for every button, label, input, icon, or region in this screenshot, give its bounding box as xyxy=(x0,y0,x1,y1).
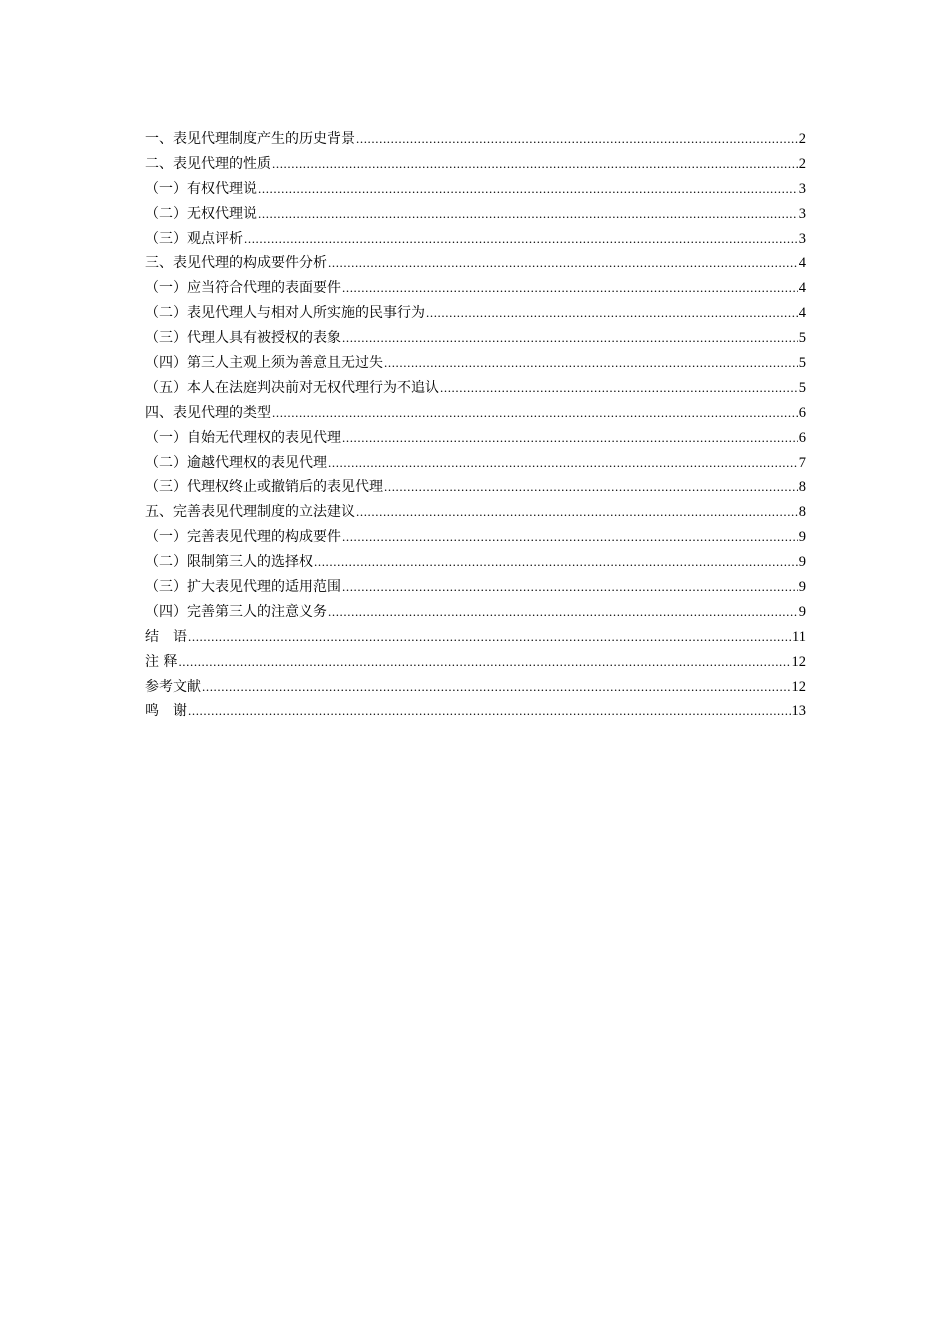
toc-entry[interactable] xyxy=(145,202,806,227)
toc-entry[interactable] xyxy=(145,177,806,202)
toc-dot-leader xyxy=(244,227,798,252)
toc-dot-leader xyxy=(328,600,798,625)
toc-entry[interactable] xyxy=(145,326,806,351)
toc-entry-title: 参考文献 xyxy=(145,678,201,695)
toc-entry[interactable] xyxy=(145,251,806,276)
toc-entry-title: （一）应当符合代理的表面要件 xyxy=(145,280,341,297)
toc-entry-title: （四）第三人主观上须为善意且无过失 xyxy=(145,355,383,372)
toc-entry[interactable] xyxy=(145,625,806,650)
toc-entry-title: （一）有权代理说 xyxy=(145,180,257,197)
toc-entry-page-number: 8 xyxy=(798,504,806,521)
toc-entry-page-number: 9 xyxy=(798,579,806,596)
toc-entry[interactable] xyxy=(145,351,806,376)
toc-dot-leader xyxy=(342,326,798,351)
toc-entry-title: （二）限制第三人的选择权 xyxy=(145,554,313,571)
toc-entry-page-number: 11 xyxy=(792,628,806,645)
toc-entry-page-number: 2 xyxy=(798,131,806,147)
toc-entry-page-number: 9 xyxy=(798,554,806,571)
toc-entry[interactable] xyxy=(145,127,806,152)
toc-entry-page-number: 7 xyxy=(798,454,806,471)
toc-dot-leader xyxy=(440,376,798,401)
toc-entry-page-number: 4 xyxy=(798,255,806,272)
toc-entry[interactable] xyxy=(145,475,806,500)
toc-entry-page-number: 12 xyxy=(791,653,806,670)
toc-entry-page-number: 4 xyxy=(798,305,806,322)
toc-dot-leader xyxy=(384,351,798,376)
toc-entry-title: 三、表见代理的构成要件分析 xyxy=(145,255,327,272)
toc-entry-title: （一）自始无代理权的表见代理 xyxy=(145,429,341,446)
toc-entry-title: 结 语 xyxy=(145,628,187,645)
toc-entry-title: （二）表见代理人与相对人所实施的民事行为 xyxy=(145,305,425,322)
toc-dot-leader xyxy=(342,426,798,451)
toc-dot-leader xyxy=(342,575,798,600)
toc-entry-title: （一）完善表见代理的构成要件 xyxy=(145,529,341,546)
toc-entry-title: 五、完善表见代理制度的立法建议 xyxy=(145,504,355,521)
toc-dot-leader xyxy=(272,401,798,426)
toc-dot-leader xyxy=(178,650,790,675)
toc-dot-leader xyxy=(328,251,798,276)
toc-dot-leader xyxy=(188,699,791,724)
toc-entry[interactable] xyxy=(145,500,806,525)
toc-dot-leader xyxy=(272,152,798,177)
toc-dot-leader xyxy=(258,202,798,227)
toc-dot-leader xyxy=(328,451,798,476)
toc-entry-page-number: 3 xyxy=(798,230,806,247)
toc-entry-title: （二）逾越代理权的表见代理 xyxy=(145,454,327,471)
toc-entry-page-number: 5 xyxy=(798,379,806,396)
toc-entry-title: 二、表见代理的性质 xyxy=(145,155,271,172)
toc-entry[interactable] xyxy=(145,675,806,700)
toc-dot-leader xyxy=(356,500,798,525)
toc-dot-leader xyxy=(314,550,798,575)
toc-entry[interactable] xyxy=(145,699,806,724)
toc-entry-title: （二）无权代理说 xyxy=(145,205,257,222)
toc-entry-page-number: 3 xyxy=(798,180,806,197)
toc-entry-page-number: 4 xyxy=(798,280,806,297)
toc-entry-page-number: 6 xyxy=(798,429,806,446)
toc-entry-page-number: 5 xyxy=(798,330,806,347)
toc-entry-title: （三）代理人具有被授权的表象 xyxy=(145,330,341,347)
toc-entry-title: （五）本人在法庭判决前对无权代理行为不追认 xyxy=(145,379,439,396)
toc-entry[interactable] xyxy=(145,401,806,426)
toc-dot-leader xyxy=(342,525,798,550)
toc-entry-page-number: 13 xyxy=(791,703,806,720)
toc-dot-leader xyxy=(202,675,791,700)
toc-entry-title: 鸣 谢 xyxy=(145,703,187,720)
toc-entry-title: （三）观点评析 xyxy=(145,230,243,247)
toc-entry[interactable] xyxy=(145,152,806,177)
toc-dot-leader xyxy=(342,276,798,301)
toc-entry[interactable] xyxy=(145,525,806,550)
toc-entry-page-number: 9 xyxy=(798,529,806,546)
toc-entry[interactable] xyxy=(145,376,806,401)
toc-entry-page-number: 9 xyxy=(798,603,806,620)
toc-entry[interactable] xyxy=(145,276,806,301)
toc-entry-title: 四、表见代理的类型 xyxy=(145,404,271,421)
table-of-contents xyxy=(145,127,806,724)
toc-entry-page-number: 2 xyxy=(798,155,806,172)
toc-entry-title: （四）完善第三人的注意义务 xyxy=(145,603,327,620)
toc-entry[interactable] xyxy=(145,550,806,575)
toc-entry[interactable] xyxy=(145,227,806,252)
toc-dot-leader xyxy=(188,625,791,650)
toc-entry[interactable] xyxy=(145,451,806,476)
toc-entry-title: （三）扩大表见代理的适用范围 xyxy=(145,579,341,596)
toc-dot-leader xyxy=(426,301,798,326)
toc-entry[interactable] xyxy=(145,650,806,675)
toc-entry[interactable] xyxy=(145,600,806,625)
toc-entry-title: 一、表见代理制度产生的历史背景 xyxy=(145,131,355,147)
toc-entry-title: （三）代理权终止或撤销后的表见代理 xyxy=(145,479,383,496)
toc-entry-page-number: 3 xyxy=(798,205,806,222)
toc-entry[interactable] xyxy=(145,575,806,600)
toc-entry-title: 注 释 xyxy=(145,653,178,670)
toc-entry[interactable] xyxy=(145,426,806,451)
toc-entry-page-number: 6 xyxy=(798,404,806,421)
toc-entry[interactable] xyxy=(145,301,806,326)
toc-dot-leader xyxy=(384,475,798,500)
toc-entry-page-number: 12 xyxy=(791,678,806,695)
toc-entry-page-number: 8 xyxy=(798,479,806,496)
toc-dot-leader xyxy=(356,127,798,152)
toc-entry-page-number: 5 xyxy=(798,355,806,372)
toc-dot-leader xyxy=(258,177,798,202)
